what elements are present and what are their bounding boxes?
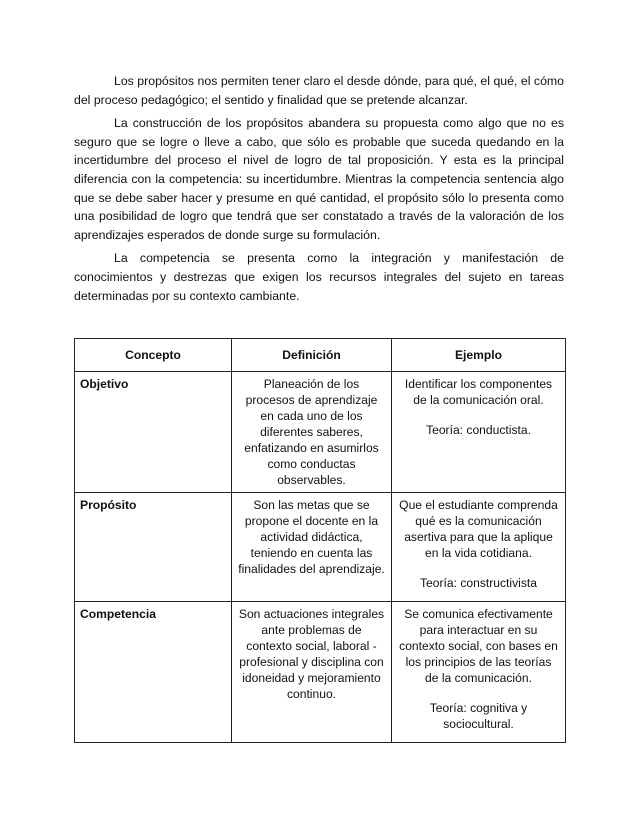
concept-cell: Propósito — [75, 493, 232, 602]
example-text: Identificar los componentes de la comunicación oral. — [404, 377, 553, 407]
table-row — [75, 493, 566, 602]
concept-cell: Objetivo — [75, 372, 232, 493]
table-row — [75, 372, 566, 493]
header-ejemplo: Ejemplo — [392, 339, 566, 372]
header-concepto: Concepto — [75, 339, 232, 372]
example-cell — [392, 602, 566, 743]
body-text — [74, 72, 564, 310]
table-row — [75, 602, 566, 743]
concept-table — [74, 338, 566, 743]
table-header-row — [75, 339, 566, 372]
theory-text: Teoría: conductista. — [426, 423, 531, 437]
header-definicion: Definición — [232, 339, 392, 372]
example-text: Se comunica efectivamente para interactuar en su contexto social, con bases en los principios de las teorías de la comunicación. — [399, 607, 558, 685]
definition-cell: Son las metas que se propone el docente en la actividad didáctica, teniendo en cuenta las finalidades del aprendizaje. — [232, 493, 392, 602]
theory-text: Teoría: cognitiva y sociocultural. — [429, 701, 528, 731]
definition-cell: Son actuaciones integrales ante problemas de contexto social, laboral - profesional y disciplina con idoneidad y mejoramiento continuo. — [232, 602, 392, 743]
concept-cell: Competencia — [75, 602, 232, 743]
paragraph-competencia: La competencia se presenta como la integración y manifestación de conocimientos y destrezas que exigen los recursos integrales del sujeto en tareas determinadas por su contexto cambiante. — [74, 251, 564, 303]
theory-text: Teoría: constructivista — [420, 576, 537, 590]
paragraph-propositos: Los propósitos nos permiten tener claro el desde dónde, para qué, el qué, el cómo del proceso pedagógico; el sentido y finalidad que se pretende alcanzar. — [74, 74, 564, 107]
definition-cell: Planeación de los procesos de aprendizaje en cada uno de los diferentes saberes, enfatizando en asumirlos como conductas observables. — [232, 372, 392, 493]
example-cell — [392, 372, 566, 493]
paragraph-construccion: La construcción de los propósitos abandera su propuesta como algo que no es seguro que se logre o lleve a cabo, que sólo es probable que suceda quedando en la incertidumbre del proceso el nivel de logro de tal proposición. Y esta es la principal diferencia con la competencia: su incertidumbre. Mientras la competencia sentencia algo que se debe saber hacer y presume en qué cantidad, el propósito sólo lo presenta como una posibilidad de logro que tendrá que ser constatado a través de la valoración de los aprendizajes esperados de donde surge su formulación. — [74, 116, 564, 242]
example-text: Que el estudiante comprenda qué es la comunicación asertiva para que la aplique en la vida cotidiana. — [399, 498, 558, 560]
example-cell — [392, 493, 566, 602]
